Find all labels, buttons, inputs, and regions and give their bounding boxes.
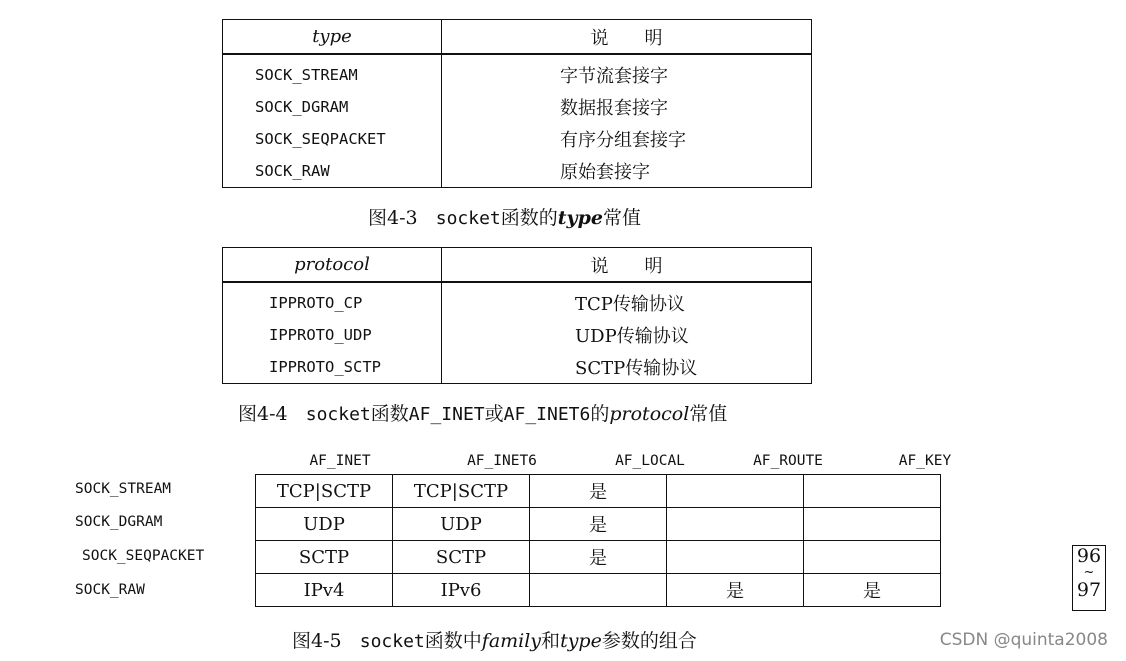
- combination-cell: TCP|SCTP: [256, 475, 393, 508]
- combination-cell: 是: [667, 574, 804, 607]
- description-cell: SCTP传输协议: [575, 358, 698, 379]
- combination-cell: 是: [530, 475, 667, 508]
- combination-cell: SCTP: [393, 541, 530, 574]
- type-column-header: type: [223, 20, 442, 55]
- socket-type-table: [222, 19, 812, 188]
- type-cell: SOCK_DGRAM: [223, 91, 442, 123]
- description-column-header: 说 明: [442, 248, 812, 283]
- type-cell: SOCK_STREAM: [223, 54, 442, 91]
- column-header-af-inet6: AF_INET6: [467, 453, 537, 469]
- type-cell: SOCK_RAW: [223, 155, 442, 188]
- family-type-combination-table: [255, 474, 941, 607]
- description-cell: UDP传输协议: [575, 326, 689, 347]
- combination-cell: UDP: [393, 508, 530, 541]
- caption-text: 或: [484, 403, 504, 425]
- column-header-af-key: AF_KEY: [898, 453, 952, 469]
- combination-cell: [804, 475, 941, 508]
- description-cell: TCP传输协议: [575, 294, 685, 315]
- description-cell: 原始套接字: [560, 162, 650, 183]
- row-header-sock-stream: SOCK_STREAM: [75, 481, 172, 497]
- combination-cell: [530, 574, 667, 607]
- caption-italic-term: type: [560, 630, 602, 652]
- figure-caption-4-5: [292, 626, 697, 653]
- caption-text: 的: [590, 403, 610, 425]
- column-header-af-route: AF_ROUTE: [753, 453, 823, 469]
- description-cell: 数据报套接字: [560, 98, 668, 119]
- caption-italic-term: protocol: [609, 403, 690, 425]
- combination-cell: [667, 541, 804, 574]
- protocol-cell: IPPROTO_SCTP: [223, 351, 442, 384]
- combination-cell: UDP: [256, 508, 393, 541]
- caption-text: 常值: [689, 403, 728, 425]
- page-number-marker: [1072, 545, 1106, 611]
- page-number-tilde: ~: [1083, 565, 1095, 580]
- page-number-top: 96: [1076, 545, 1102, 567]
- combination-cell: IPv4: [256, 574, 393, 607]
- combination-cell: 是: [530, 541, 667, 574]
- figure-caption-4-3: [368, 203, 641, 230]
- row-header-sock-seqpacket: SOCK_SEQPACKET: [82, 548, 205, 564]
- caption-number: 图4-5: [292, 630, 342, 652]
- caption-text: 参数的组合: [601, 630, 697, 652]
- row-header-sock-dgram: SOCK_DGRAM: [75, 514, 163, 530]
- caption-text: 函数中: [424, 630, 482, 652]
- column-header-af-local: AF_LOCAL: [615, 453, 685, 469]
- caption-number: 图4-4: [238, 403, 288, 425]
- caption-text: 常值: [602, 207, 641, 229]
- caption-italic-term: family: [481, 630, 542, 652]
- socket-protocol-table: [222, 247, 812, 384]
- type-cell: SOCK_SEQPACKET: [223, 123, 442, 155]
- caption-text: 函数的: [500, 207, 558, 229]
- caption-italic-term: type: [557, 207, 603, 229]
- combination-cell: IPv6: [393, 574, 530, 607]
- combination-cell: 是: [530, 508, 667, 541]
- combination-cell: 是: [804, 574, 941, 607]
- protocol-column-header: protocol: [223, 248, 442, 283]
- description-column-header: 说 明: [442, 20, 812, 55]
- protocol-cell: IPPROTO_CP: [223, 282, 442, 319]
- description-cell: 有序分组套接字: [560, 130, 686, 151]
- watermark: CSDN @quinta2008: [939, 630, 1108, 650]
- caption-number: 图4-3: [368, 207, 418, 229]
- combination-cell: [667, 475, 804, 508]
- combination-cell: [804, 541, 941, 574]
- caption-code: socket: [435, 208, 501, 229]
- protocol-cell: IPPROTO_UDP: [223, 319, 442, 351]
- row-header-sock-raw: SOCK_RAW: [75, 582, 145, 598]
- figure-caption-4-4: [238, 399, 727, 426]
- caption-code: AF_INET: [408, 404, 485, 425]
- caption-text: 函数: [370, 403, 409, 425]
- caption-text: 和: [541, 630, 561, 652]
- description-cell: 字节流套接字: [560, 66, 668, 87]
- combination-cell: SCTP: [256, 541, 393, 574]
- combination-cell: [804, 508, 941, 541]
- caption-code: socket: [305, 404, 371, 425]
- combination-cell: [667, 508, 804, 541]
- combination-cell: TCP|SCTP: [393, 475, 530, 508]
- caption-code: AF_INET6: [503, 404, 591, 425]
- caption-code: socket: [359, 631, 425, 652]
- column-header-af-inet: AF_INET: [309, 453, 371, 469]
- page-number-bottom: 97: [1076, 579, 1102, 601]
